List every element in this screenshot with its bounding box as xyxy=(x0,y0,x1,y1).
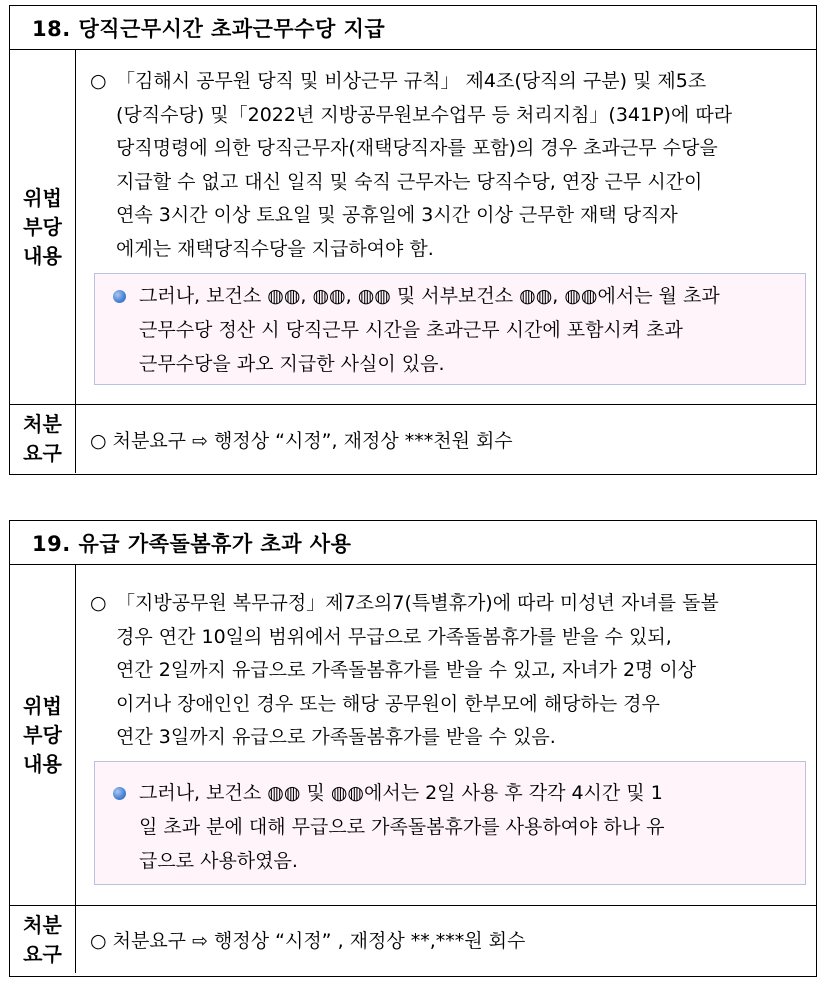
violation-content xyxy=(76,565,816,905)
section-title: 18. 당직근무시간 초과근무수당 지급 xyxy=(10,6,816,50)
regulation-text: ○ 「김해시 공무원 당직 및 비상근무 규칙」 제4조(당직의 구분) 및 제5조 (당직수당) 및「2022년 지방공무원보수업무 등 처리지침」(341P)에 따라 당직명령에 의한 당직근무자(재택당직자를 포함)의 경우 초과근무 수당을 지급할 수 없고 대신 일직 및 숙직 근무자는 당직수당, 연장 근무 시간이 연속 3시간 이상 토요일 및 공휴일에 3시간 이상 근무한 재택 당직자 에게는 재택당직수당을 지급하여야 함. xyxy=(86,65,806,266)
violation-label: 위법 부당 내용 xyxy=(10,50,76,404)
finding-note-box: 그러나, 보건소 ◍◍, ◍◍, ◍◍ 및 서부보건소 ◍◍, ◍◍에서는 월 초과 근무수당 정산 시 당직근무 시간을 초과근무 시간에 포함시켜 초과 근무수당을 과오 지급한 사실이 있음. xyxy=(94,273,806,385)
violation-content xyxy=(76,50,816,404)
section-title: 19. 유급 가족돌봄휴가 초과 사용 xyxy=(10,521,816,565)
blue-bullet-icon xyxy=(113,787,126,800)
action-content xyxy=(76,906,816,973)
action-text: ○ 처분요구 ⇨ 행정상 “시정” , 재정상 **,***원 회수 xyxy=(90,930,526,952)
circle-bullet-icon: ○ xyxy=(90,70,107,92)
circle-bullet-icon: ○ xyxy=(90,592,107,614)
violation-row xyxy=(10,50,816,404)
audit-section-19 xyxy=(9,520,817,977)
finding-note-box: 그러나, 보건소 ◍◍ 및 ◍◍에서는 2일 사용 후 각각 4시간 및 1 일 초과 분에 대해 무급으로 가족돌봄휴가를 사용하여야 하나 유 급으로 사용하였음. xyxy=(94,761,806,885)
action-row xyxy=(10,905,816,973)
violation-label: 위법 부당 내용 xyxy=(10,565,76,905)
blue-bullet-icon xyxy=(113,290,126,303)
violation-row xyxy=(10,565,816,905)
action-label: 처분 요구 xyxy=(10,906,76,973)
action-text: ○ 처분요구 ⇨ 행정상 “시정”, 재정상 ***천원 회수 xyxy=(90,429,513,452)
action-content xyxy=(76,405,816,473)
audit-section-18 xyxy=(9,5,817,475)
regulation-text: ○ 「지방공무원 복무규정」제7조의7(특별휴가)에 따라 미성년 자녀를 돌볼 경우 연간 10일의 범위에서 무급으로 가족돌봄휴가를 받을 수 있되, 연간 2일까지 유급으로 가족돌봄휴가를 받을 수 있고, 자녀가 2명 이상 이거나 장애인인 경우 또는 해당 공무원이 한부모에 해당하는 경우 연간 3일까지 유급으로 가족돌봄휴가를 받을 수 있음. xyxy=(86,587,806,755)
action-label: 처분 요구 xyxy=(10,405,76,473)
action-row xyxy=(10,404,816,473)
